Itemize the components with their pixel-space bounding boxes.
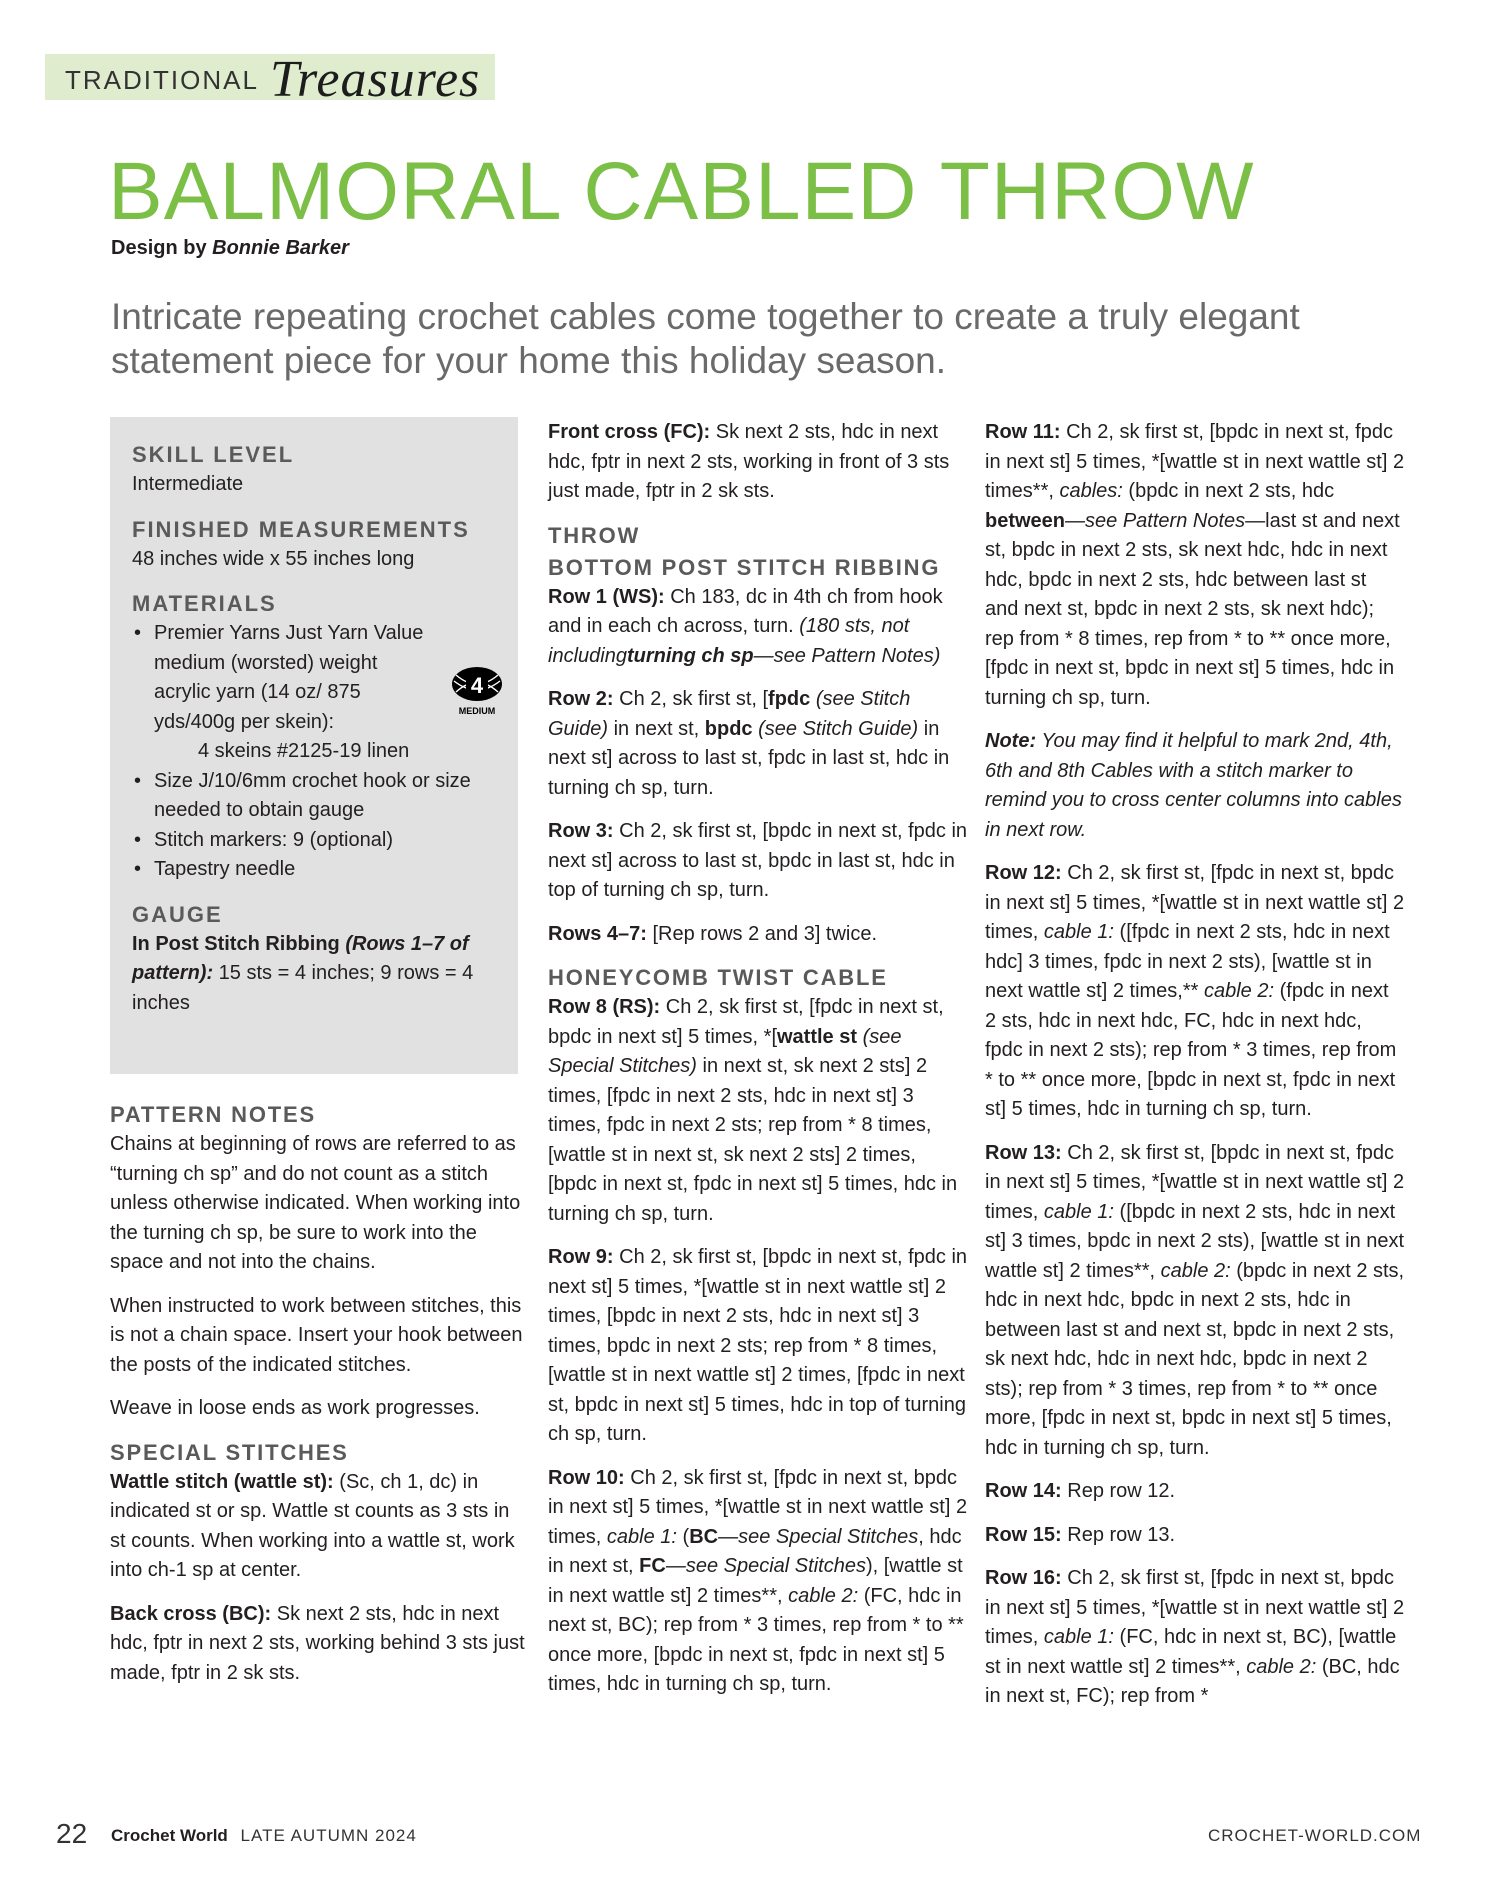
- row-text: Ch 2, sk first st, [fpdc in next st, bpdc in next st] 5 times, *[wattle st in next wattle st] 2 times,: [985, 1567, 1405, 1648]
- note-text: You may find it helpful to mark 2nd, 4th, 6th and 8th Cables with a stitch marker to remind you to cross center columns into cables in next row.: [985, 730, 1402, 841]
- row-13: [985, 1139, 1405, 1464]
- row-ref: (see Special Stitches): [548, 1025, 902, 1077]
- term-fc: FC: [639, 1555, 666, 1577]
- yarn-weight-number: 4: [470, 673, 484, 698]
- row-text: (FC, hdc in next st, BC); rep from * 3 times, rep from * to ** once more, [bpdc in next st, fpdc in next st] 5 times, hdc in turning ch sp, turn.: [548, 1584, 964, 1695]
- notes-paragraph-1: Chains at beginning of rows are referred to as “turning ch sp” and do not count as a stitch unless otherwise indicated. When working into the turning ch sp, be sure to work into the space and not into the chains.: [110, 1133, 521, 1273]
- magazine-name: Crochet World: [111, 1826, 228, 1845]
- row-9: [548, 1243, 968, 1450]
- row-text: Ch 2, sk first st, [fpdc in next st, bpdc in next st] 5 times, *[: [548, 996, 944, 1048]
- bc-label: Back cross (BC):: [110, 1602, 272, 1625]
- honeycomb-heading: HONEYCOMB TWIST CABLE: [548, 965, 888, 990]
- row-text: (bpdc in next 2 sts, hdc: [1128, 480, 1335, 502]
- fc-definition: [548, 418, 968, 507]
- wattle-label: Wattle stitch (wattle st):: [110, 1470, 334, 1493]
- row-2: [548, 685, 968, 803]
- materials-heading: MATERIALS: [132, 591, 277, 616]
- notes-paragraph-2: When instructed to work between stitches, this is not a chain space. Insert your hook between the posts of the indicated stitches.: [110, 1294, 523, 1376]
- row-text: in next st, sk next 2 sts] 2 times, [fpdc in next 2 sts, hdc in next st] 3 times, fpdc in next 2 sts; rep from * 8 times, [wattle st in next st, sk next 2 sts] 2 times, [bpdc in next st, fpdc in next st] 5 times, hdc in turning ch sp, turn.: [548, 1055, 958, 1225]
- row-1: [548, 583, 968, 672]
- row-text: Ch 2, sk first st, [bpdc in next st, fpdc in next st] 5 times, *[wattle st in next wattle st] 2 times, [bpdc in next 2 sts, hdc in next st] 3 times, bpdc in next 2 sts; rep from * 8 times, [wattle st in next wattle st] 2 times, [fpdc in next st, bpdc in next st] 5 times, hdc in top of turning ch sp, turn.: [548, 1246, 968, 1445]
- row-label: Row 9:: [548, 1246, 614, 1268]
- term-bc: BC: [689, 1525, 719, 1548]
- row-label: Row 2:: [548, 688, 614, 710]
- special-heading: SPECIAL STITCHES: [110, 1439, 349, 1465]
- row-text: ([bpdc in next 2 sts, hdc in next st] 3 times, bpdc in next 2 sts), [wattle st in next wattle st] 2 times**,: [985, 1200, 1405, 1282]
- notes-heading: PATTERN NOTES: [110, 1102, 316, 1127]
- gauge-value: 15 sts = 4 inches; 9 rows = 4 inches: [132, 962, 474, 1014]
- row-11: [985, 418, 1405, 713]
- row-label: Row 12:: [985, 862, 1062, 884]
- row-text: (fpdc in next 2 sts, hdc in next hdc, FC, hdc in next hdc, fpdc in next 2 sts); rep from * 3 times, rep from * to ** once more, [bpdc in next st, fpdc in next st] 5 times, hdc in turning ch sp, turn.: [985, 980, 1397, 1120]
- byline: [111, 237, 349, 260]
- designer-name: Bonnie Barker: [212, 237, 349, 259]
- materials-item-yarn: Premier Yarns Just Yarn Value medium (worsted) weight acrylic yarn (14 oz/ 875 yds/400g per skein):: [154, 622, 424, 733]
- intro-text: Intricate repeating crochet cables come together to create a truly elegant statement piece for your home this holiday season.: [111, 296, 1300, 381]
- cable-label: cables:: [1059, 480, 1123, 502]
- cable-label: cable 2:: [1246, 1655, 1317, 1678]
- row-text: (bpdc in next 2 sts, hdc in next hdc, bpdc in next 2 sts, hdc in between last st and next st, bpdc in next 2 sts, sk next hdc, hdc in next hdc, bpdc in next 2 sts); rep from * 3 times, rep from * to ** once more, [fpdc in next st, bpdc in next st] 5 times, hdc in turning ch sp, turn.: [985, 1259, 1405, 1459]
- row-note: (180 sts, not including: [548, 615, 910, 667]
- row-label: Row 13:: [985, 1141, 1062, 1164]
- row-ref: (see Stitch Guide): [758, 717, 919, 740]
- row-text: Ch 2, sk first st, [: [619, 688, 769, 710]
- wattle-text: (Sc, ch 1, dc) in indicated st or sp. Wattle st counts as 3 sts in st counts. When working into a wattle st, work into ch-1 sp at center.: [110, 1470, 515, 1581]
- term-fpdc: fpdc: [768, 688, 811, 710]
- row-ref: —see Special Stitches: [718, 1525, 919, 1548]
- fc-label: Front cross (FC):: [548, 421, 711, 443]
- row-ref: (see Stitch Guide): [548, 688, 911, 740]
- cable-label: cable 1:: [1043, 921, 1114, 943]
- ribbing-heading: BOTTOM POST STITCH RIBBING: [548, 554, 941, 580]
- row-8: [548, 993, 968, 1229]
- row-label: Row 14:: [985, 1480, 1062, 1502]
- cable-label: cable 2:: [788, 1584, 859, 1607]
- row-text: (: [682, 1525, 690, 1548]
- issue-name: LATE AUTUMN 2024: [240, 1826, 417, 1845]
- materials-item-needle: Tapestry needle: [154, 858, 296, 880]
- row-text: [Rep rows 2 and 3] twice.: [652, 922, 878, 945]
- row-text: in next st] across to last st, fpdc in last st, hdc in turning ch sp, turn.: [548, 717, 950, 799]
- list-item: [132, 619, 504, 767]
- row-label: Row 1 (WS):: [548, 585, 665, 608]
- page-title: BALMORAL CABLED THROW: [108, 146, 1255, 237]
- row-label: Row 11:: [985, 421, 1061, 443]
- row-text: in next st,: [613, 717, 700, 740]
- row-10: [548, 1464, 968, 1700]
- row-text: Ch 2, sk first st, [bpdc in next st, fpdc in next st] 5 times, *[wattle st in next wattle st] 2 times**,: [985, 421, 1405, 502]
- materials-item-yarn-sub: 4 skeins #2125-19 linen: [198, 740, 410, 762]
- measure-heading: FINISHED MEASUREMENTS: [132, 516, 470, 542]
- row-text: ([fpdc in next 2 sts, hdc in next hdc] 3 times, fpdc in next 2 sts), [wattle st in next wattle st] 2 times,**: [985, 921, 1390, 1002]
- column-middle: [548, 418, 968, 1714]
- row-text: Ch 2, sk first st, [fpdc in next st, bpdc in next st] 5 times, *[wattle st in next wattle st] 2 times,: [985, 862, 1405, 943]
- section-script: Treasures: [270, 54, 481, 100]
- row-16: [985, 1564, 1405, 1712]
- fc-text: Sk next 2 sts, hdc in next hdc, fptr in next 2 sts, working in front of 3 sts just made, fptr in 2 sk sts.: [548, 421, 950, 502]
- row-ref: —see Special Stitches: [665, 1555, 866, 1577]
- row-label: Rows 4–7:: [548, 922, 647, 945]
- materials-list: [132, 619, 504, 885]
- list-item: [132, 767, 504, 826]
- wattle-definition: [110, 1468, 530, 1586]
- row-note-bold: turning ch sp: [626, 644, 754, 667]
- cable-label: cable 1:: [1043, 1626, 1114, 1648]
- row-label: Row 16:: [985, 1567, 1062, 1589]
- row-label: Row 3:: [548, 820, 614, 842]
- section-tag: [45, 54, 495, 100]
- bc-text: Sk next 2 sts, hdc in next hdc, fptr in next 2 sts, working behind 3 sts just made, fptr in 2 sk sts.: [110, 1602, 525, 1684]
- row-text: (BC, hdc in next st, FC); rep from *: [985, 1655, 1400, 1707]
- materials-item-markers: Stitch markers: 9 (optional): [154, 828, 393, 851]
- yarn-weight-icon: [450, 665, 504, 717]
- section-word: TRADITIONAL: [65, 65, 259, 95]
- row-label: Row 8 (RS):: [548, 996, 661, 1018]
- row-text: , hdc in next st,: [548, 1525, 962, 1577]
- term-wattle: wattle st: [777, 1025, 858, 1048]
- row-text: Ch 2, sk first st, [bpdc in next st, fpdc in next st] 5 times, *[wattle st in next wattle st] 2 times,: [985, 1141, 1405, 1223]
- row-text: Ch 2, sk first st, [bpdc in next st, fpdc in next st] across to last st, bpdc in last st, hdc in top of turning ch sp, turn.: [548, 820, 968, 901]
- footer-magazine: [111, 1826, 417, 1846]
- row-14: [985, 1477, 1405, 1507]
- row-3: [548, 817, 968, 906]
- column-left: [110, 1100, 530, 1702]
- row-label: Row 15:: [985, 1523, 1062, 1546]
- list-item: [132, 855, 504, 885]
- throw-heading: THROW: [548, 522, 641, 548]
- column-right: [985, 418, 1405, 1726]
- measure-value: 48 inches wide x 55 inches long: [132, 547, 415, 570]
- row-label: Row 10:: [548, 1466, 625, 1489]
- gauge-heading: GAUGE: [132, 901, 223, 927]
- page-number: 22: [56, 1818, 88, 1849]
- row-ref: —see Pattern Notes: [1065, 509, 1246, 532]
- skill-value: Intermediate: [132, 473, 244, 495]
- gauge-text: [132, 930, 504, 1019]
- term-between: between: [985, 509, 1066, 532]
- rows-4-7: [548, 920, 968, 950]
- gauge-lead-italic: (Rows 1–7 of pattern):: [132, 932, 469, 984]
- bc-definition: [110, 1600, 530, 1689]
- cable-label: cable 1:: [1043, 1200, 1114, 1223]
- materials-item-hook: Size J/10/6mm crochet hook or size needed to obtain gauge: [154, 769, 471, 821]
- row-text: Rep row 12.: [1067, 1480, 1176, 1502]
- yarn-weight-label: MEDIUM: [458, 706, 496, 716]
- cable-label: cable 1:: [606, 1525, 677, 1548]
- row-text: Ch 183, dc in 4th ch from hook and in each ch across, turn.: [548, 585, 943, 637]
- row-text: —last st and next st, bpdc in next 2 sts, sk next hdc, hdc in next hdc, bpdc in next 2 sts, hdc between last st and next st, bpdc in next 2 sts, sk next hdc); rep from * 8 times, rep from * to ** once more, [fpdc in next st, bpdc in next st] 5 times, hdc in turning ch sp, turn.: [985, 509, 1400, 709]
- note-label: Note:: [985, 730, 1037, 752]
- row-text: Rep row 13.: [1067, 1523, 1176, 1546]
- cable-label: cable 2:: [1203, 980, 1275, 1002]
- note-paragraph: [985, 727, 1405, 845]
- row-text: ), [wattle st in next wattle st] 2 times**,: [548, 1555, 963, 1607]
- term-bpdc: bpdc: [704, 717, 753, 740]
- list-item: [132, 826, 504, 856]
- cable-label: cable 2:: [1160, 1259, 1231, 1282]
- footer-site: CROCHET-WORLD.COM: [1208, 1826, 1422, 1845]
- byline-prefix: Design by: [111, 237, 207, 259]
- row-text: Ch 2, sk first st, [fpdc in next st, bpdc in next st] 5 times, *[wattle st in next wattle st] 2 times,: [548, 1466, 968, 1548]
- row-note-end: —see Pattern Notes): [753, 644, 941, 667]
- sidebar-box: [110, 417, 518, 1074]
- row-12: [985, 859, 1405, 1125]
- skill-heading: SKILL LEVEL: [132, 442, 295, 467]
- row-15: [985, 1521, 1405, 1551]
- gauge-lead: In Post Stitch Ribbing: [132, 932, 340, 955]
- row-text: (FC, hdc in next st, BC), [wattle st in next wattle st] 2 times**,: [985, 1626, 1397, 1678]
- notes-paragraph-3: Weave in loose ends as work progresses.: [110, 1397, 480, 1419]
